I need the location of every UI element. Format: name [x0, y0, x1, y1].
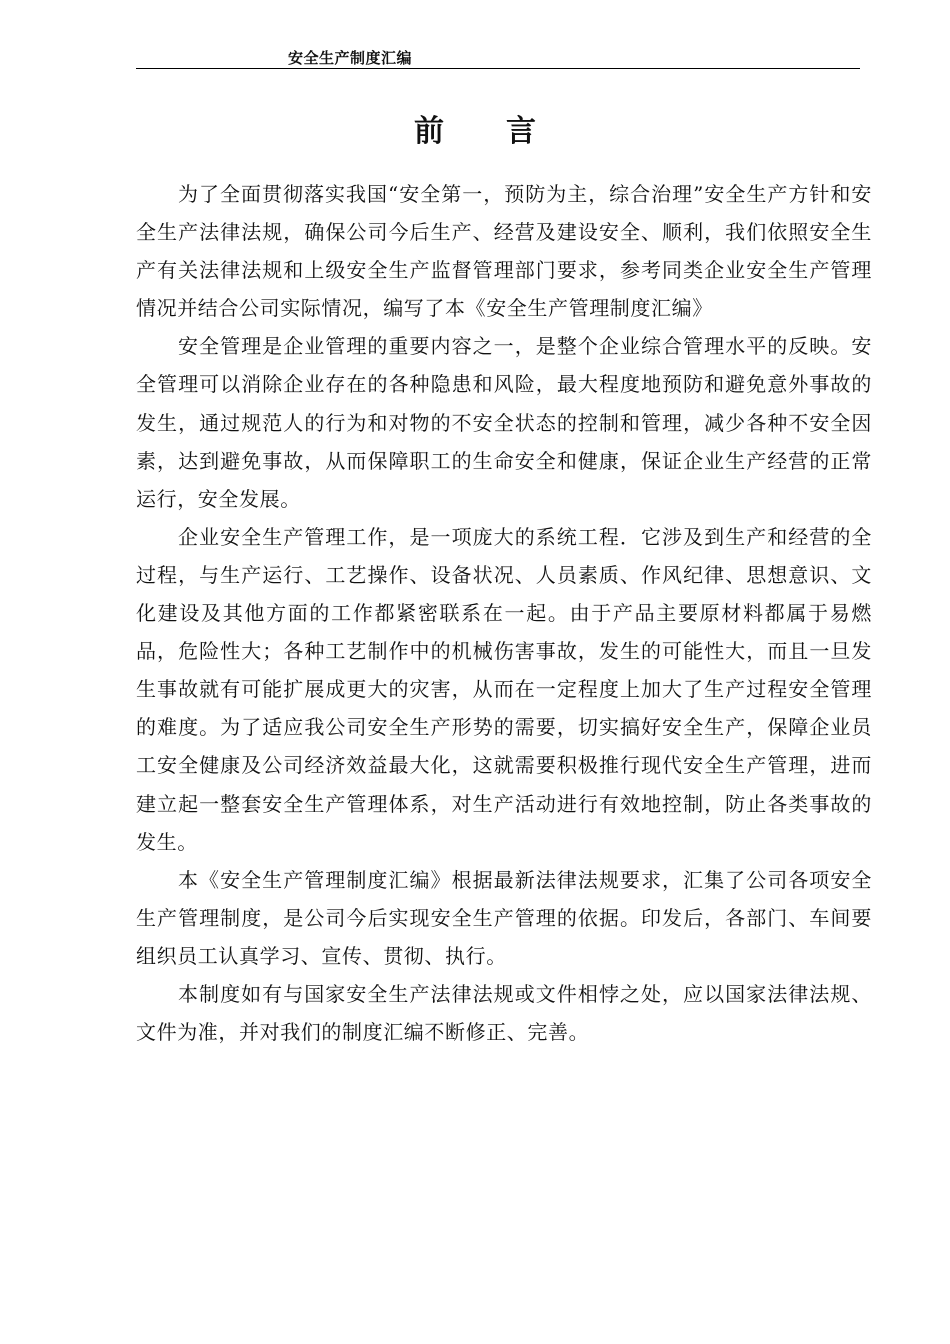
page-title — [0, 106, 950, 150]
title-char-1: 前 — [414, 114, 444, 149]
paragraph-compilation: 本《安全生产管理制度汇编》根据最新法律法规要求，汇集了公司各项安全生产管理制度，是公司今后实现安全生产管理的依据。印发后，各部门、车间要组织员工认真学习、宣传、贯彻、执行。 — [136, 867, 872, 968]
paragraph-system-engineering: 企业安全生产管理工作，是一项庞大的系统工程．它涉及到生产和经营的全过程，与生产运行、工艺操作、设备状况、人员素质、作风纪律、思想意识、文化建设及其他方面的工作都紧密联系在一起。由于产品主要原材料都属于易燃品，危险性大；各种工艺制作中的机械伤害事故，发生的可能性大，而且一旦发生事故就有可能扩展成更大的灾害，从而在一定程度上加大了生产过程安全管理的难度。为了适应我公司安全生产形势的需要，切实搞好安全生产，保障企业员工安全健康及公司经济效益最大化，这就需要积极推行现代安全生产管理，进而建立起一整套安全生产管理体系，对生产活动进行有效地控制，防止各类事故的发生。 — [136, 524, 872, 854]
page-header — [136, 44, 860, 69]
paragraph-precedence: 本制度如有与国家安全生产法律法规或文件相悖之处，应以国家法律法规、文件为准，并对我们的制度汇编不断修正、完善。 — [136, 981, 872, 1045]
paragraph-safety-management: 安全管理是企业管理的重要内容之一，是整个企业综合管理水平的反映。安全管理可以消除企业存在的各种隐患和风险，最大程度地预防和避免意外事故的发生，通过规范人的行为和对物的不安全状态的控制和管理，减少各种不安全因素，达到避免事故，从而保障职工的生命安全和健康，保证企业生产经营的正常运行，安全发展。 — [136, 334, 872, 511]
paragraph-purpose: 为了全面贯彻落实我国“安全第一，预防为主，综合治理”安全生产方针和安全生产法律法规，确保公司今后生产、经营及建设安全、顺利，我们依照安全生产有关法律法规和上级安全生产监督管理部门要求，参考同类企业安全生产管理情况并结合公司实际情况，编写了本《安全生产管理制度汇编》 — [136, 182, 872, 321]
title-char-2: 言 — [506, 114, 536, 149]
header-title: 安全生产制度汇编 — [288, 49, 413, 67]
preface-body — [136, 175, 872, 1051]
